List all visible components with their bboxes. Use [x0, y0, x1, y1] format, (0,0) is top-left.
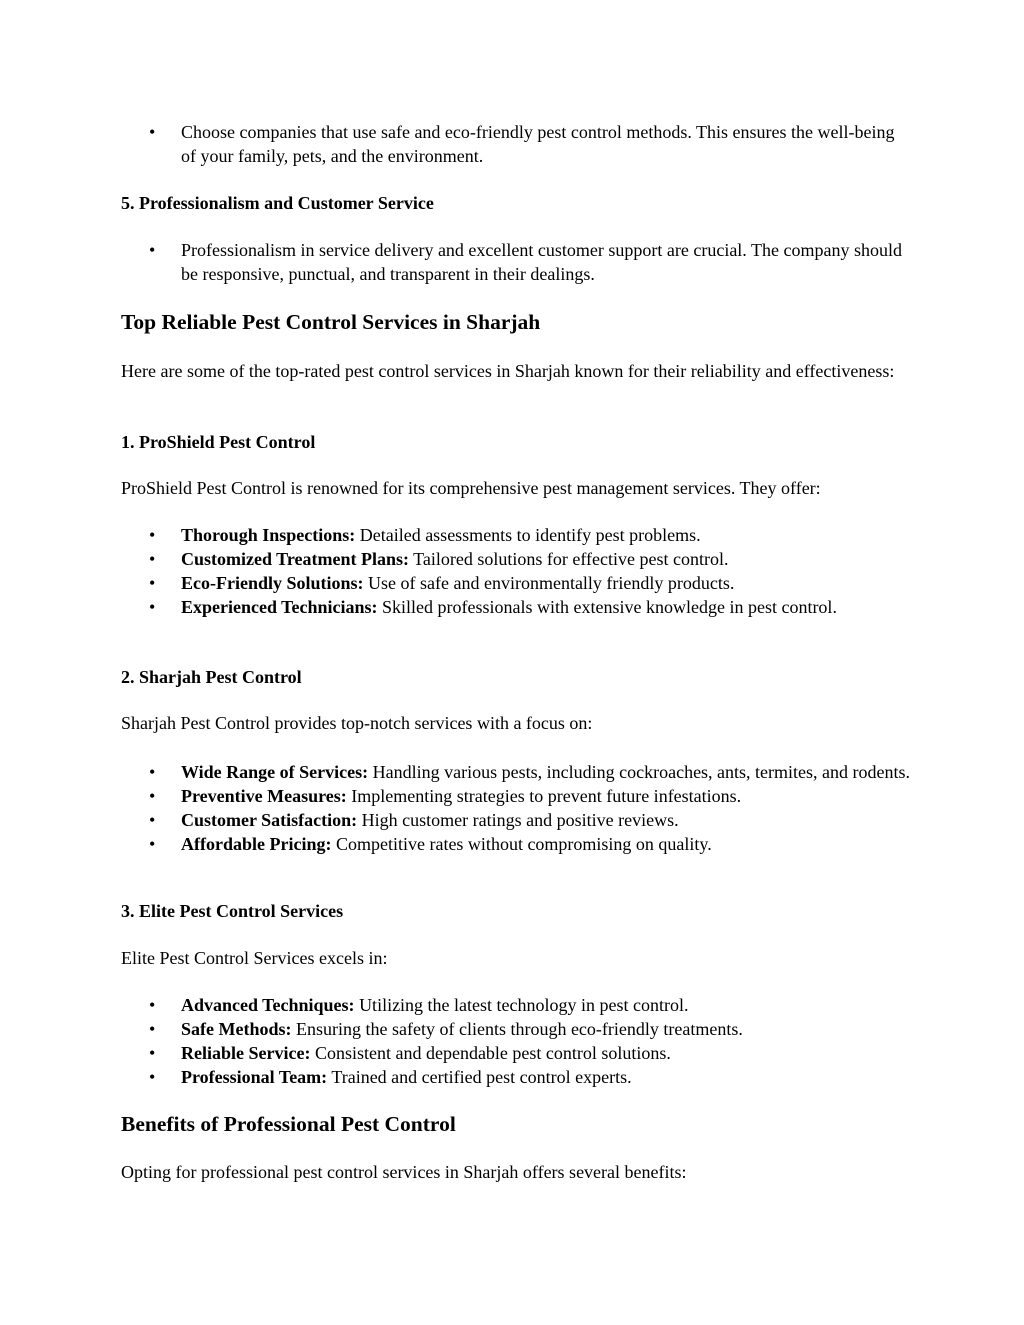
company-feature-list	[121, 760, 911, 856]
company-intro: Sharjah Pest Control provides top-notch services with a focus on:	[121, 713, 593, 733]
feature-term: Advanced Techniques:	[181, 995, 355, 1015]
feature-term: Professional Team:	[181, 1067, 328, 1087]
list-item	[121, 1017, 911, 1041]
feature-term: Affordable Pricing:	[181, 834, 332, 854]
company-feature-list	[121, 523, 911, 619]
feature-desc: High customer ratings and positive reviews.	[357, 810, 679, 830]
list-item	[121, 832, 911, 856]
feature-desc: Tailored solutions for effective pest control.	[408, 549, 729, 569]
company-intro: Elite Pest Control Services excels in:	[121, 948, 388, 968]
feature-term: Customer Satisfaction:	[181, 810, 358, 830]
feature-term: Safe Methods:	[181, 1019, 292, 1039]
company-intro: ProShield Pest Control is renowned for its comprehensive pest management services. They offer:	[121, 478, 821, 498]
list-item	[121, 1065, 911, 1089]
benefits-heading: Benefits of Professional Pest Control	[121, 1112, 456, 1136]
feature-desc: Handling various pests, including cockroaches, ants, termites, and rodents.	[368, 762, 911, 782]
feature-term: Thorough Inspections:	[181, 525, 356, 545]
professionalism-heading: 5. Professionalism and Customer Service	[121, 193, 434, 213]
list-item	[121, 595, 911, 619]
feature-term: Eco-Friendly Solutions:	[181, 573, 364, 593]
list-item	[121, 784, 911, 808]
feature-desc: Ensuring the safety of clients through eco-friendly treatments.	[291, 1019, 743, 1039]
feature-desc: Trained and certified pest control experts.	[327, 1067, 632, 1087]
eco-friendly-list	[121, 120, 911, 168]
feature-desc: Implementing strategies to prevent future infestations.	[346, 786, 742, 806]
list-item	[121, 993, 911, 1017]
feature-desc: Utilizing the latest technology in pest control.	[354, 995, 689, 1015]
list-item: • Professionalism in service delivery and excellent customer support are crucial. The company should be responsive, punctual, and transparent in their dealings.	[121, 238, 911, 286]
list-item	[121, 760, 911, 784]
list-item	[121, 1041, 911, 1065]
list-item	[121, 547, 911, 571]
feature-desc: Use of safe and environmentally friendly products.	[363, 573, 735, 593]
feature-term: Preventive Measures:	[181, 786, 347, 806]
company-heading: 3. Elite Pest Control Services	[121, 901, 344, 921]
list-item	[121, 571, 911, 595]
company-feature-list	[121, 993, 911, 1089]
company-heading: 1. ProShield Pest Control	[121, 432, 316, 452]
feature-term: Wide Range of Services:	[181, 762, 369, 782]
top-services-heading: Top Reliable Pest Control Services in Sharjah	[121, 310, 541, 334]
feature-term: Experienced Technicians:	[181, 597, 378, 617]
top-services-intro: Here are some of the top-rated pest control services in Sharjah known for their reliability and effectiveness:	[121, 361, 895, 381]
feature-term: Reliable Service:	[181, 1043, 311, 1063]
professionalism-list	[121, 238, 911, 286]
company-heading: 2. Sharjah Pest Control	[121, 667, 302, 687]
feature-term: Customized Treatment Plans:	[181, 549, 409, 569]
list-item	[121, 523, 911, 547]
benefits-intro: Opting for professional pest control services in Sharjah offers several benefits:	[121, 1162, 687, 1182]
feature-desc: Skilled professionals with extensive knowledge in pest control.	[377, 597, 837, 617]
feature-desc: Competitive rates without compromising on quality.	[331, 834, 712, 854]
list-item: • Choose companies that use safe and eco-friendly pest control methods. This ensures the well-being of your family, pets, and the environment.	[121, 120, 911, 168]
list-item	[121, 808, 911, 832]
feature-desc: Detailed assessments to identify pest problems.	[355, 525, 701, 545]
feature-desc: Consistent and dependable pest control solutions.	[310, 1043, 671, 1063]
